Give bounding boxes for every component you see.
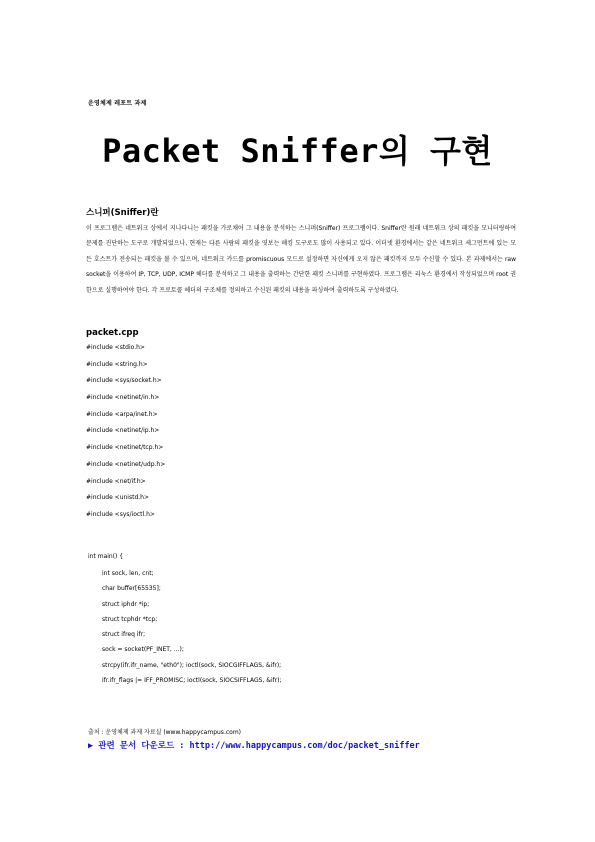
page-title: Packet Sniffer의 구현 bbox=[102, 132, 493, 170]
list-item: ifr.ifr_flags |= IFF_PROMISC; ioctl(sock, SIOCSIFFLAGS, &ifr); bbox=[102, 677, 282, 685]
list-item: sock = socket(PF_INET, ...); bbox=[102, 646, 184, 654]
code-block-title: int main() { bbox=[88, 553, 124, 560]
download-link[interactable]: ▶ 관련 문서 다운로드 : http://www.happycampus.com/doc/packet_sniffer bbox=[88, 741, 420, 751]
list-item: #include <stdio.h> bbox=[86, 344, 145, 351]
list-item: #include <string.h> bbox=[86, 360, 148, 368]
include-list bbox=[86, 340, 165, 524]
list-item: #include <unistd.h> bbox=[86, 494, 149, 502]
list-item: struct ifreq ifr; bbox=[102, 631, 146, 639]
list-item: #include <sys/socket.h> bbox=[86, 377, 162, 385]
list-item: int sock, len, cnt; bbox=[102, 570, 154, 577]
header-tag: 운영체제 레포트 과제 bbox=[88, 100, 147, 107]
section-heading-intro: 스니퍼(Sniffer)란 bbox=[86, 208, 159, 218]
intro-paragraph: 이 프로그램은 네트워크 상에서 지나다니는 패킷을 가로채어 그 내용을 분석하는 스니퍼(Sniffer) 프로그램이다. Sniffer란 원래 네트워크 상의 패킷을 모니터링하여 문제를 진단하는 도구로 개발되었으나, 현재는 다른 사람의 패킷을 엿보는 해킹 도구로도 많이 사용되고 있다. 이더넷 환경에서는 같은 네트워크 세그먼트에 있는 모든 호스트가 전송되는 패킷을 볼 수 있으며, 네트워크 카드를 promiscuous 모드로 설정하면 자신에게 오지 않은 패킷까지 모두 수신할 수 있다. 본 과제에서는 raw socket을 이용하여 IP, TCP, UDP, ICMP 헤더를 분석하고 그 내용을 출력하는 간단한 패킷 스니퍼를 구현하였다. 프로그램은 리눅스 환경에서 작성되었으며 root 권한으로 실행하여야 한다. 각 프로토콜 헤더의 구조체를 정의하고 수신된 패킷의 내용을 파싱하여 출력하도록 구성하였다. bbox=[86, 225, 516, 294]
list-item: strcpy(ifr.ifr_name, "eth0"); ioctl(sock, SIOCGIFFLAGS, &ifr); bbox=[102, 661, 282, 669]
list-item: #include <net/if.h> bbox=[86, 477, 146, 485]
list-item: struct tcphdr *tcp; bbox=[102, 615, 158, 623]
list-item: #include <arpa/inet.h> bbox=[86, 410, 158, 418]
list-item: #include <netinet/ip.h> bbox=[86, 427, 160, 435]
footnote: 출처 : 운영체제 과제 자료실 (www.happycampus.com) bbox=[88, 729, 242, 736]
section-heading-source: packet.cpp bbox=[86, 328, 139, 338]
list-item: #include <sys/ioctl.h> bbox=[86, 510, 155, 518]
list-item: char buffer[65535]; bbox=[102, 585, 161, 593]
list-item: struct iphdr *ip; bbox=[102, 600, 150, 608]
list-item: #include <netinet/in.h> bbox=[86, 394, 160, 402]
list-item: #include <netinet/tcp.h> bbox=[86, 444, 164, 452]
code-list bbox=[102, 566, 282, 688]
list-item: #include <netinet/udp.h> bbox=[86, 460, 166, 468]
